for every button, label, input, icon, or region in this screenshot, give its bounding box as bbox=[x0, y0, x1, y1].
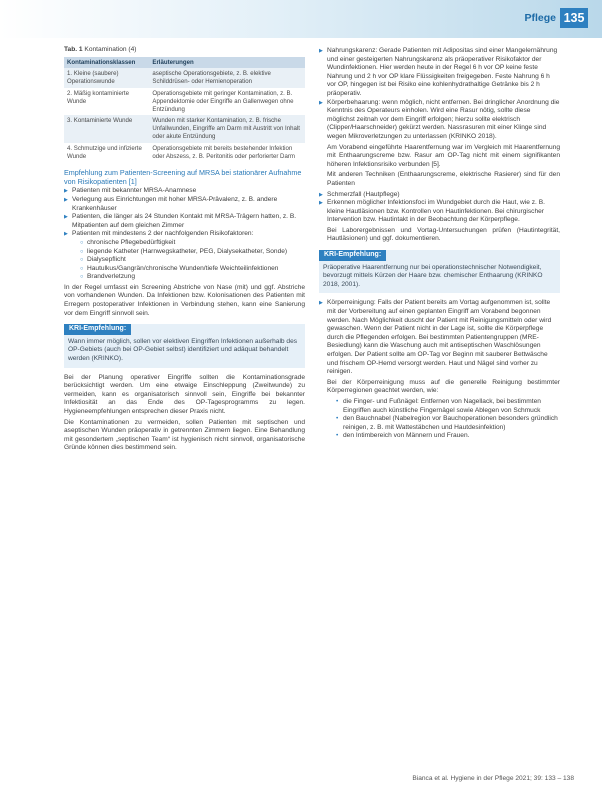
list-item-text: Körperbehaarung: wenn möglich, nicht entfernen. Bei dringlicher Anordnung die Kenntnis des Operateurs einholen. Wird eine Rasur nötig, sollte diese möglichst zeitnah vor dem Eingriff erfolgen; hierzu sollte elektrisch (Clipper/Haarschneider) gekürzt werden. Nassrasuren mit einer Klinge sind wegen Mikroverletzungen zu unterlassen (KRINKO 2018). bbox=[327, 98, 560, 140]
table-row bbox=[64, 88, 305, 115]
kri-recommendation-box bbox=[319, 250, 560, 293]
table-cell: Wunden mit starker Kontamination, z. B. frische Unfallwunden, Eingriffe am Darm mit Austritt von Inhalt oder akute Entzündung bbox=[149, 115, 305, 142]
paragraph: Bei der Planung operativer Eingriffe sollten die Kontaminationsgrade berücksichtigt werden. Um eine etwaige Einschleppung (Zweitwunde) zu vermeiden, kann es organisatorisch sinnvoll sein, Eingriffe bei bekannter Infektiosität an das Ende des OP-Tagesprogramms zu legen. Hygieneempfehlungen entsprechen dieser Praxis nicht. bbox=[64, 373, 305, 416]
table-row bbox=[64, 115, 305, 142]
table-caption-text: Kontamination (4) bbox=[84, 46, 137, 53]
kri-recommendation-box bbox=[64, 324, 305, 367]
screening-list bbox=[64, 187, 305, 282]
table-cell: Operationsgebiete mit geringer Kontamination, z. B. Appendektomie oder Eingriffe an Gallenwegen ohne Entzündung bbox=[152, 89, 294, 113]
page-footer: Bianca et al. Hygiene in der Pflege 2021; 39: 133 – 138 bbox=[412, 775, 574, 782]
paragraph: Die Kontaminationen zu vermeiden, sollen Patienten mit septischen und aseptischen Wunden präoperativ in getrennten Zimmern liegen. Eine Behandlung mit gesondertem „septischen Team“ ist hygienisch nicht sinnvoll, organisatorische Gründe können dies bestimmend sein. bbox=[64, 418, 305, 452]
list-item: • den Bauchnabel (Nabelregion vor Bauchoperationen besonders gründlich reinigen, z. B. mit Wattestäbchen und Hautdesinfektion) bbox=[335, 415, 560, 432]
list-item bbox=[319, 299, 560, 441]
list-item: ▶ Patienten, die länger als 24 Stunden Kontakt mit MRSA-Trägern hatten, z. B. Mitpatienten auf dem gleichen Zimmer bbox=[64, 213, 305, 230]
list-item: • den Intimbereich von Männern und Frauen. bbox=[335, 432, 560, 441]
left-column bbox=[64, 46, 305, 455]
paragraph: Mit anderen Techniken (Enthaarungscreme, elektrische Rasierer) sind für den Patienten bbox=[327, 171, 560, 187]
paragraph: Bei Laborergebnissen und Vortag-Untersuchungen prüfen (Hautintegrität, Hautläsionen) und ggf. dokumentieren. bbox=[327, 226, 560, 243]
list-item: ▶ Schmerzfall (Hautpflege) bbox=[319, 191, 560, 200]
table-column-header: Erläuterungen bbox=[149, 57, 305, 69]
list-item: ▶ Verlegung aus Einrichtungen mit hoher MRSA-Prävalenz, z. B. andere Krankenhäuser bbox=[64, 196, 305, 213]
paragraph: Bei der Körperreinigung muss auf die generelle Reinigung bestimmter Körperregionen geachtet werden, wie: bbox=[327, 378, 560, 395]
box-title: KRI-Empfehlung: bbox=[64, 324, 131, 335]
table-caption-label: Tab. 1 bbox=[64, 46, 83, 53]
list-item-text: Patienten mit mindestens 2 der nachfolgenden Risikofaktoren: bbox=[72, 230, 254, 238]
list-item: ○ chronische Pflegebedürftigkeit bbox=[80, 239, 305, 248]
box-title: KRI-Empfehlung: bbox=[319, 250, 386, 261]
risk-factor-list bbox=[80, 239, 305, 282]
right-column bbox=[319, 46, 560, 442]
hygiene-list bbox=[319, 299, 560, 441]
box-text: Präoperative Haarentfernung nur bei operationstechnischer Notwendigkeit, bevorzugt mittels Kürzen der Haare bzw. chemischer Enthaarung (KRINKO 2018, 2001). bbox=[323, 263, 543, 288]
list-item: ○ Brandverletzung bbox=[80, 273, 305, 282]
list-item bbox=[64, 230, 305, 282]
table-caption bbox=[64, 46, 305, 55]
list-item: ▶ Patienten mit bekannter MRSA-Anamnese bbox=[64, 187, 305, 196]
page-number: 135 bbox=[560, 8, 588, 28]
list-item-text: Körperreinigung: Falls der Patient bereits am Vortag aufgenommen ist, sollte mit der Vorbereitung auf einen geplanten Eingriff am Vorabend begonnen werden. Nach Möglichkeit duscht der Patient mit Reinigungsmitteln oder wird gewaschen. Wenn der Patient nicht in der Lage ist, sollte die Körperpflege durch die Pflegenden erfolgen. Bei bestimmten Patientengruppen (MRE-Besiedlung) kann die Waschung auch mit antiseptischen Waschlösungen erfolgen. Der Patient sollte am OP-Tag vor Beginn mit sauberer Bettwäsche und frischem OP-Hemd versorgt werden. Haut und Nägel sind vorher zu reinigen. bbox=[327, 299, 552, 376]
table-cell: 1. Kleine (saubere) Operationswunde bbox=[64, 68, 149, 88]
list-item: ○ Dialysepflicht bbox=[80, 256, 305, 265]
screening-heading: Empfehlung zum Patienten-Screening auf MRSA bei stationärer Aufnahme von Risikopatienten [1] bbox=[64, 168, 302, 187]
list-item-text: Erkennen möglicher Infektionsfoci im Wundgebiet durch die Haut, wie z. B. kleine Hautläsionen bzw. Kontrollen von Hautinfektionen. Bei chirurgischer Intervention bzw. Hautintakt in der Beobachtung der Körperpflege. bbox=[327, 199, 545, 224]
list-item: ▶ Nahrungskarenz: Gerade Patienten mit Adipositas sind einer Mangelernährung und einer gesteigerten Nahrungskarenz als präoperativer Risikofaktor der Wundinfektionen. Hier werden heute in der Regel 6 h vor OP keine feste Nahrung und 2 h vor OP klare Flüssigkeiten freigegeben. Feste Nahrung 6 h vor OP, hingegen ist bei Risiko eine kohlenhydrathaltige Getränke bis 2 h präoperativ. bbox=[319, 47, 560, 99]
section-title: Pflege bbox=[524, 12, 556, 24]
list-item bbox=[319, 99, 560, 189]
list-item bbox=[319, 199, 560, 244]
list-item: ○ Hautulkus/Gangrän/chronische Wunden/tiefe Weichteilinfektionen bbox=[80, 265, 305, 274]
contamination-table bbox=[64, 57, 305, 163]
preparation-list bbox=[319, 47, 560, 244]
table-row bbox=[64, 143, 305, 163]
body-region-list bbox=[335, 398, 560, 441]
table-cell: 3. Kontaminierte Wunde bbox=[64, 115, 149, 142]
header-band bbox=[0, 0, 602, 38]
list-item: • die Finger- und Fußnägel: Entfernen von Nagellack, bei bestimmten Eingriffen auch künstliche Fingernägel sowie Ablegen von Schmuck bbox=[335, 398, 560, 415]
paragraph: In der Regel umfasst ein Screening Abstriche von Nase (mit) und ggf. Abstriche von vorhandenen Wunden. Da Infektionen bzw. Kolonisationen des Patienten mit Erregern postoperativer Infektionen in Verbindung stehen, kann eine Sanierung vor dem Eingriff sinnvoll sein. bbox=[64, 283, 305, 317]
table-cell: Operationsgebiete mit bereits bestehender Infektion oder Abszess, z. B. Peritonitis oder perforierter Darm bbox=[152, 144, 295, 160]
table-column-header: Kontaminationsklassen bbox=[64, 57, 149, 69]
table-cell: 2. Mäßig kontaminierte Wunde bbox=[67, 89, 129, 105]
table-header-row bbox=[64, 57, 305, 69]
table-cell: 4. Schmutzige und infizierte Wunde bbox=[67, 144, 142, 160]
list-item: ○ liegende Katheter (Harnwegskatheter, PEG, Dialysekatheter, Sonde) bbox=[80, 248, 305, 257]
table-row bbox=[64, 68, 305, 88]
table-cell: aseptische Operationsgebiete, z. B. elektive Schilddrüsen- oder Hernienoperation bbox=[149, 68, 305, 88]
box-text: Wann immer möglich, sollen vor elektiven Eingriffen Infektionen außerhalb des OP-Gebiets (auch bei OP-Gebiet selbst) identifiziert und adäquat behandelt werden (KRINKO). bbox=[68, 337, 298, 363]
paragraph: Am Vorabend eingeführte Haarentfernung war im Vergleich mit Haarentfernung mit Enthaarungscreme bzw. Rasur am OP-Tag nicht mit einem signifikanten höheren Infektionsrisiko verbunden [5]. bbox=[327, 143, 560, 168]
